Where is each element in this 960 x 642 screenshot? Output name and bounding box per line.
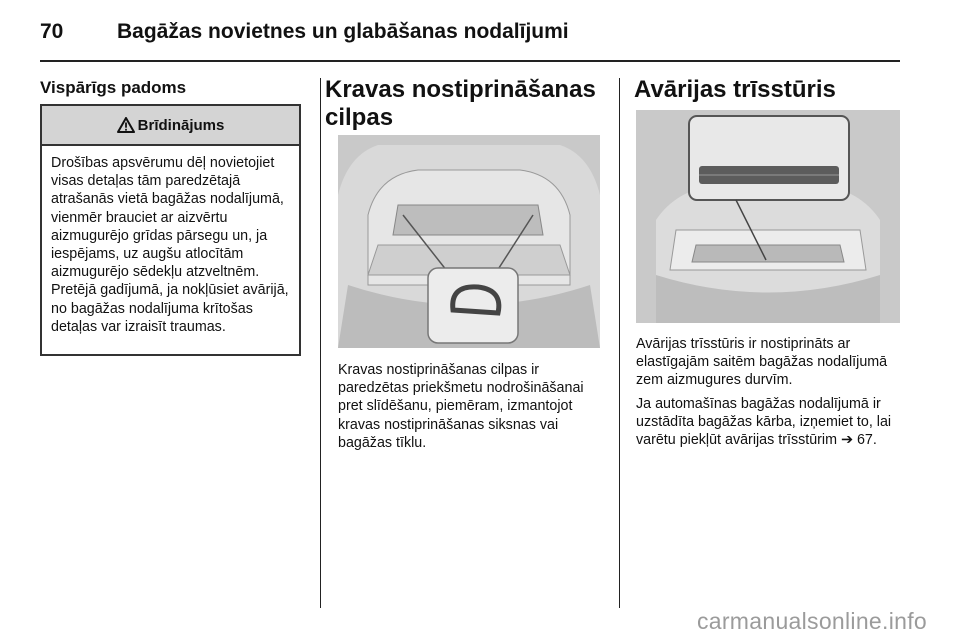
column-divider <box>619 78 620 608</box>
warning-triangle-heading: Avārijas trīsstūris <box>634 76 836 103</box>
warning-triangle-paragraph-1: Avārijas trīsstūris ir nostiprināts ar elastīgajām saitēm bagāžas nodalījumā zem aizmugures durvīm. <box>636 336 888 389</box>
watermark: carmanualsonline.info <box>696 608 927 634</box>
column-divider <box>320 78 321 608</box>
cargo-hooks-heading: Kravas nostiprināšanas cilpas <box>325 76 596 131</box>
warning-box <box>40 104 301 356</box>
warning-header <box>42 106 299 146</box>
warning-text: Drošības apsvērumu dēļ novietojiet visas detaļas tām paredzētajā atrašanās vietā bagāžas nodalījumā, vienmēr brauciet ar aizvērtu aizmugurējo grīdas pārsegu un, ja iespējams, uz augšu atlocītām aizmugurējo sēdekļu atzveltnēm. Pretējā gadījumā, ja nokļūsiet avārijā, no bagāžas nodalījuma krītošas detaļas var izraisīt traumas. <box>51 155 289 335</box>
header-rule <box>40 60 900 62</box>
cargo-hooks-illustration <box>338 135 600 348</box>
page-title: Bagāžas novietnes un glabāšanas nodalījumi <box>117 20 569 43</box>
warning-triangle-icon <box>117 117 135 133</box>
warning-label: Brīdinājums <box>137 116 225 134</box>
cargo-hooks-paragraph: Kravas nostiprināšanas cilpas ir paredzētas priekšmetu nodrošināšanai pret slīdēšanu, piemēram, izmantojot kravas nostiprināšanas siksnas vai bagāžas tīklu. <box>338 362 584 451</box>
general-advice-heading: Vispārīgs padoms <box>40 78 187 97</box>
warning-triangle-illustration <box>636 110 900 323</box>
warning-triangle-paragraph-2: Ja automašīnas bagāžas nodalījumā ir uzstādīta bagāžas kārba, izņemiet to, lai varētu piekļūt avārijas trīsstūrim ➔ 67. <box>636 396 892 449</box>
page-number: 70 <box>40 20 64 43</box>
